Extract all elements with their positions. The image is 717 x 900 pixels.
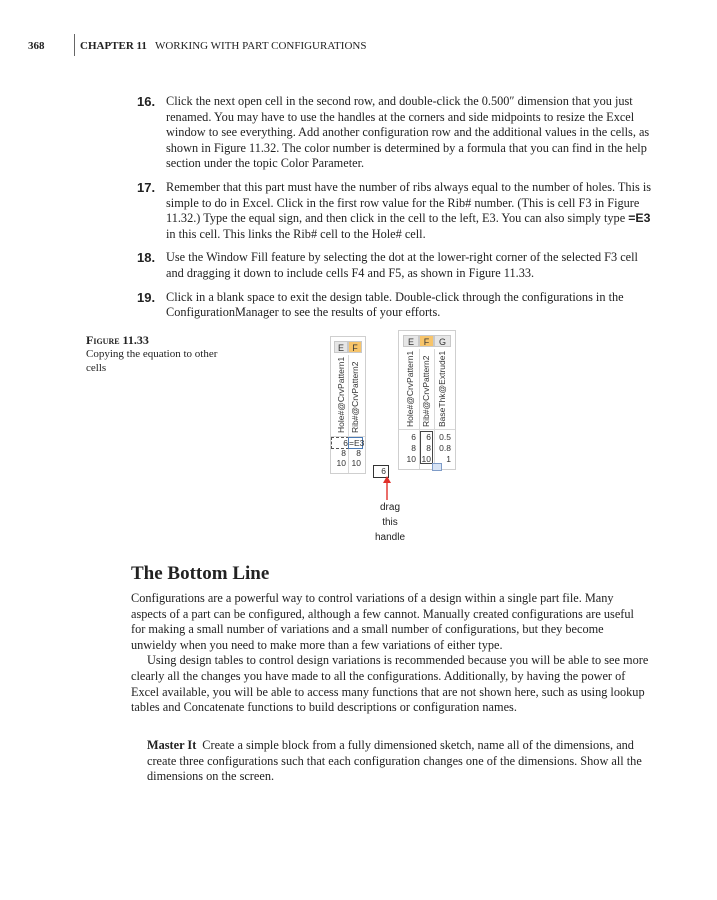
header-rib: Rib#@CrvPattern2	[350, 361, 360, 433]
col-header-f: F	[348, 341, 362, 353]
section-paragraph: Configurations are a powerful way to control variations of a design within a single part file. Many aspects of a part can be configured, although a few cannot. Manually created configurations are useful for making a small number of variations and a small number of configurations, but they become unwieldy when you need to make more than a few variations of either type.	[131, 591, 634, 652]
callout-text	[360, 500, 420, 545]
step-number: 17.	[137, 179, 156, 195]
step-number: 18.	[137, 250, 156, 266]
grid-line	[399, 429, 455, 430]
col-header-e: E	[403, 335, 419, 347]
cell-g3: 0.5	[439, 432, 451, 442]
cell-e3: 6	[331, 437, 349, 449]
drag-handle-value: 6	[381, 466, 386, 476]
cell-e5: 10	[406, 454, 416, 464]
page-number: 368	[28, 40, 45, 52]
step-list	[137, 94, 657, 329]
step-text: Use the Window Fill feature by selecting the dot at the lower-right corner of the selected F3 cell and dragging it down to include cells F4 and F5, as shown in Figure 11.33.	[166, 250, 638, 280]
figure-caption-text: Copying the equation to other cells	[86, 348, 218, 374]
autofill-options-icon[interactable]	[432, 463, 442, 471]
right-sheet	[398, 330, 456, 470]
cell-f3: =E3	[349, 438, 365, 448]
header-rib: Rib#@CrvPattern2	[421, 355, 431, 427]
step-text-tail: in this cell. This links the Rib# cell to the Hole# cell.	[166, 226, 426, 241]
callout-line: drag	[379, 502, 400, 513]
cell-f3: 6	[426, 432, 431, 442]
section-paragraph: Using design tables to control design variations is recommended because you will be able to see more clearly all the changes you have made to all the configurations. Additionally, by having the power of Excel available, you will be able to access many functions that are not shown here, such as using lookup tables and Concatenate functions to build descriptions or configuration names.	[131, 653, 649, 715]
header-rule	[74, 34, 75, 56]
chapter-label: CHAPTER 11	[80, 40, 147, 52]
cell-g4: 0.8	[439, 443, 451, 453]
cell-f5: 10	[421, 454, 431, 464]
figure-label: Figure 11.33	[86, 333, 149, 347]
section-body	[131, 591, 651, 716]
cell-e5: 10	[336, 458, 346, 468]
chapter-heading	[80, 40, 366, 52]
cell-e4: 8	[411, 443, 416, 453]
step-18	[137, 250, 657, 281]
cell-f4: 8	[426, 443, 431, 453]
step-16	[137, 94, 657, 172]
step-text: Remember that this part must have the number of ribs always equal to the number of holes. This is simple to do in Excel. Click in the first row value for the Rib# number. (This is cell F3 in Figure 11.32.) Type the equal sign, and then click in the cell to the left, E3. You can also simply type	[166, 179, 652, 226]
step-19	[137, 290, 657, 321]
step-number: 19.	[137, 289, 156, 305]
col-header-e: E	[334, 341, 348, 353]
cell-e3: 6	[411, 432, 416, 442]
master-it-label: Master It	[147, 738, 197, 752]
step-code: =E3	[628, 211, 651, 226]
left-sheet	[330, 336, 366, 474]
header-hole: Hole#@CrvPattern1	[405, 350, 415, 427]
col-header-f: F	[419, 335, 434, 347]
header-basethk: BaseThk@Extrude1	[437, 350, 447, 427]
cell-e4: 8	[341, 448, 346, 458]
callout-line: this	[382, 517, 398, 528]
figure-caption	[86, 333, 236, 375]
section-title: The Bottom Line	[131, 563, 270, 584]
callout-arrow	[380, 476, 394, 502]
cell-g5: 1	[446, 454, 451, 464]
step-number: 16.	[137, 94, 156, 109]
cell-f4: 8	[356, 448, 361, 458]
step-text: Click the next open cell in the second row, and double-click the 0.500″ dimension that you just renamed. You may have to use the handles at the corners and side midpoints to resize the Excel window to see everything. Add another configuration row and the additional values in the cells, as shown in Figure 11.32. The color number is determined by a formula that you can find in the help section under the topic Color Parameter.	[166, 94, 650, 171]
cell-f5: 10	[351, 458, 361, 468]
callout-line: handle	[374, 532, 406, 543]
chapter-title: WORKING WITH PART CONFIGURATIONS	[154, 40, 367, 52]
header-hole: Hole#@CrvPattern1	[336, 356, 346, 433]
selection-box	[420, 431, 433, 464]
master-it-text: Create a simple block from a fully dimensioned sketch, name all of the dimensions, and create three configurations such that each configuration changes one of the dimensions. Show all the dimensions on the screen.	[147, 738, 642, 784]
master-it	[147, 738, 647, 785]
col-header-g: G	[434, 335, 451, 347]
step-17	[137, 180, 657, 242]
step-text: Click in a blank space to exit the design table. Double-click through the configurations in the ConfigurationManager to see the results of your efforts.	[166, 289, 624, 320]
